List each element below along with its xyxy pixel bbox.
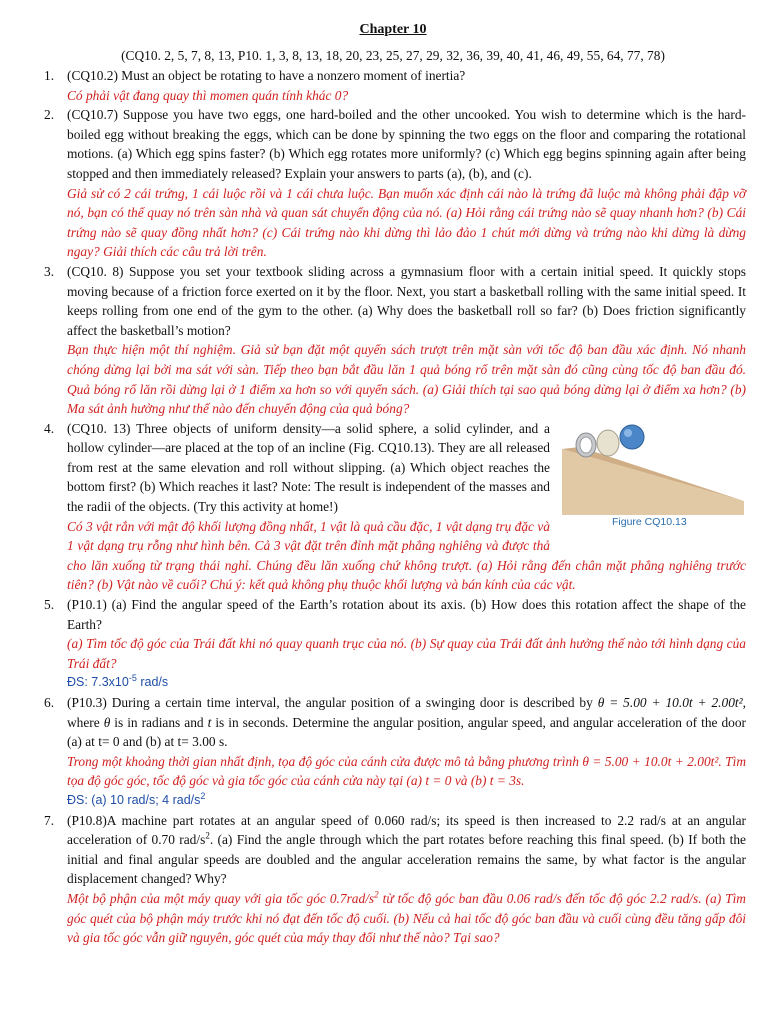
text-segment: . Tìm tọa độ góc góc, tốc độ góc và gia tốc góc của cánh cửa này tại (a) t = 0 và (b) t = 3s. — [67, 753, 747, 789]
question-number: 1. — [44, 68, 55, 83]
question-number: 5. — [44, 597, 55, 613]
incline-illustration — [560, 421, 746, 521]
answer-exponent: 2 — [200, 790, 206, 801]
question-number: 7. — [44, 812, 55, 828]
answer-line — [67, 791, 746, 811]
question-english: (CQ10. 8) Suppose you set your textbook sliding across a gymnasium floor with a certain initial speed. It quickly stops moving because of a friction force exerted on it by the floor. Next, you start a basketball rolling with the same initial speed. It keeps rolling from one end of the gym to the other. (a) Why does the basketball roll so far? (b) Does friction significantly affect the basketball’s motion? — [67, 263, 746, 338]
question-number: 4. — [44, 420, 55, 436]
question-english: (CQ10. 13) Three objects of uniform density—a solid sphere, a solid cylinder, and a hollow cylinder—are placed at the top of an incline (Fig. CQ10.13). They are all released from rest at the same elevation and roll without slipping. (a) Which object reaches the bottom first? (b) Which reaches it last? Note: The result is independent of the masses and the radii of the objects. (Try this activity at home!) — [67, 420, 550, 515]
sphere-highlight — [624, 429, 632, 437]
hollow-cylinder-opening — [580, 437, 592, 453]
angular-position-formula: θ = 5.00 + 10.0t + 2.00t² — [582, 753, 719, 769]
text-segment: (P10.3) During a certain time interval, the angular position of a swinging door is described by — [67, 695, 598, 710]
question-vietnamese: Có phải vật đang quay thì momen quán tính khác 0? — [67, 87, 349, 103]
text-segment: is in seconds. Determine the angular position, angular speed, and angular acceleration of the door (a) at t= 0 and (b) at t= 3.00 s. — [67, 714, 746, 750]
question-5 — [40, 595, 746, 693]
question-1 — [40, 66, 746, 105]
exercise-reference-list: (CQ10. 2, 5, 7, 8, 13, P10. 1, 3, 8, 13, 18, 20, 23, 25, 27, 29, 32, 36, 39, 40, 41, 46, 49, 55, 64, 77, 78) — [121, 48, 665, 63]
text-segment: Một bộ phận của một máy quay với gia tốc góc 0.7rad/s — [67, 890, 375, 906]
time-symbol: t — [207, 714, 212, 730]
question-vietnamese — [67, 752, 746, 791]
text-segment: (P10.8)A machine part rotates at an angular speed of 0.060 rad/s; its speed is then increased to 2.2 rad/s at an angular acceleration of 0.70 rad/s — [67, 812, 746, 848]
answer-line — [67, 673, 746, 693]
figure-cq10-13 — [560, 421, 746, 539]
chapter-title: Chapter 10 — [359, 22, 427, 37]
text-segment: . (a) Find the angle through which the part rotates before reaching this final speed. (b) If both the initial and final angular speeds are doubled and the angular acceleration remains the same, by what factor is the angular displacement changed? Why? — [67, 832, 746, 887]
question-vietnamese: (a) Tìm tốc độ góc của Trái đất khi nó quay quanh trục của nó. (b) Sự quay của Trái đất ảnh hưởng thế nào tới hình dạng của Trái đất? — [67, 636, 746, 671]
answer-text: ĐS: (a) 10 rad/s; 4 rad/s — [67, 792, 201, 807]
text-segment: từ tốc độ góc ban đầu 0.06 rad/s đến tốc độ góc 2.2 rad/s. (a) Tìm góc quét của bộ phận máy trước khi nó đạt đến tốc độ cuối. (b) Nếu cả hai tốc độ góc ban đầu và cuối cùng đều tăng gấp đôi và gia tốc góc vẫn giữ nguyên, góc quét của máy thay đổi như thế nào? Tại sao? — [67, 890, 746, 946]
question-3 — [40, 262, 746, 419]
question-2 — [40, 105, 746, 262]
question-vietnamese: Giả sử có 2 cái trứng, 1 cái luộc rồi và 1 cái chưa luộc. Bạn muốn xác định cái nào là trứng đã luộc mà không phải đập vỡ nó, bạn có thể quay nó trên sàn nhà và quan sát chuyển động của nó. (a) Hỏi rằng cái trứng nào sẽ quay nhanh hơn? (b) Cái trứng nào sẽ quay đồng nhất hơn? (c) Cái trứng nào khi dừng thì lảo đảo 1 chút mới dừng và trứng nào khi dừng là dừng ngay? Giải thích các câu trả lời trên. — [67, 185, 746, 260]
incline-surface — [562, 449, 744, 515]
question-6 — [40, 693, 746, 811]
question-english: (CQ10.2) Must an object be rotating to have a nonzero moment of inertia? — [67, 68, 466, 83]
answer-unit: rad/s — [136, 675, 169, 690]
question-english: (P10.1) (a) Find the angular speed of the Earth’s rotation about its axis. (b) How does this rotation affect the shape of the Earth? — [67, 597, 746, 632]
solid-sphere-shape — [620, 425, 644, 449]
question-number: 2. — [44, 107, 55, 123]
solid-cylinder-shape — [597, 430, 619, 456]
unit-exponent: 2 — [205, 830, 210, 841]
question-english — [67, 693, 746, 752]
answer-text: ĐS: 7.3x10 — [67, 675, 129, 690]
question-4 — [40, 419, 746, 595]
question-number: 6. — [44, 695, 55, 710]
answer-exponent: -5 — [128, 673, 137, 684]
question-7 — [40, 811, 746, 948]
text-segment: , where — [67, 695, 746, 730]
question-number: 3. — [44, 263, 55, 279]
theta-symbol: θ — [103, 714, 111, 730]
unit-exponent: 2 — [374, 889, 379, 900]
text-segment: Trong một khoảng thời gian nhất định, tọa độ góc của cánh cửa được mô tả bằng phương trình — [67, 753, 583, 769]
question-vietnamese: Có 3 vật rắn với mật độ khối lượng đồng nhất, 1 vật là quả cầu đặc, 1 vật dạng trụ đặc và 1 vật dạng trụ rỗng như hình bên. Cả 3 vật đặt trên đỉnh mặt phẳng nghiêng và được thả cho lăn xuống từ trạng thái nghỉ. Chúng đều lăn xuống chứ không trượt. (a) Hỏi rằng đến chân mặt phẳng nghiêng trước tiên? (b) Vật nào về cuối? Chú ý: kết quả không phụ thuộc khối lượng và bán kính của các vật. — [67, 518, 746, 593]
question-english: (CQ10.7) Suppose you have two eggs, one hard-boiled and the other uncooked. You wish to determine which is the hard-boiled egg without breaking the eggs, which can be done by spinning the two eggs on the floor and comparing the rotational motions. (a) Which egg spins faster? (b) Which egg rotates more uniformly? (c) Which egg begins spinning again after being stopped and then immediately released? Explain your answers to parts (a), (b), and (c). — [67, 107, 746, 181]
question-english — [67, 811, 746, 889]
question-vietnamese — [67, 889, 746, 948]
angular-position-formula: θ = 5.00 + 10.0t + 2.00t² — [597, 695, 743, 710]
text-segment: is in radians and — [110, 714, 208, 730]
question-vietnamese: Bạn thực hiện một thí nghiệm. Giả sử bạn đặt một quyển sách trượt trên mặt sàn với tốc độ ban đầu xác định. Nó nhanh chóng dừng lại bởi ma sát với sàn. Tiếp theo bạn bắt đầu lăn 1 quả bóng rổ trên mặt sàn đó cũng cùng tốc độ ban đầu đó. Quả bóng rổ lăn rồi dừng lại ở 1 điểm xa hơn so với quyển sách. (a) Giải thích tại sao quả bóng dừng lại ở điểm xa hơn? (b) Ma sát ảnh hưởng như thế nào đến chuyển động của quả bóng? — [67, 342, 746, 417]
figure-caption: Figure CQ10.13 — [612, 515, 687, 528]
